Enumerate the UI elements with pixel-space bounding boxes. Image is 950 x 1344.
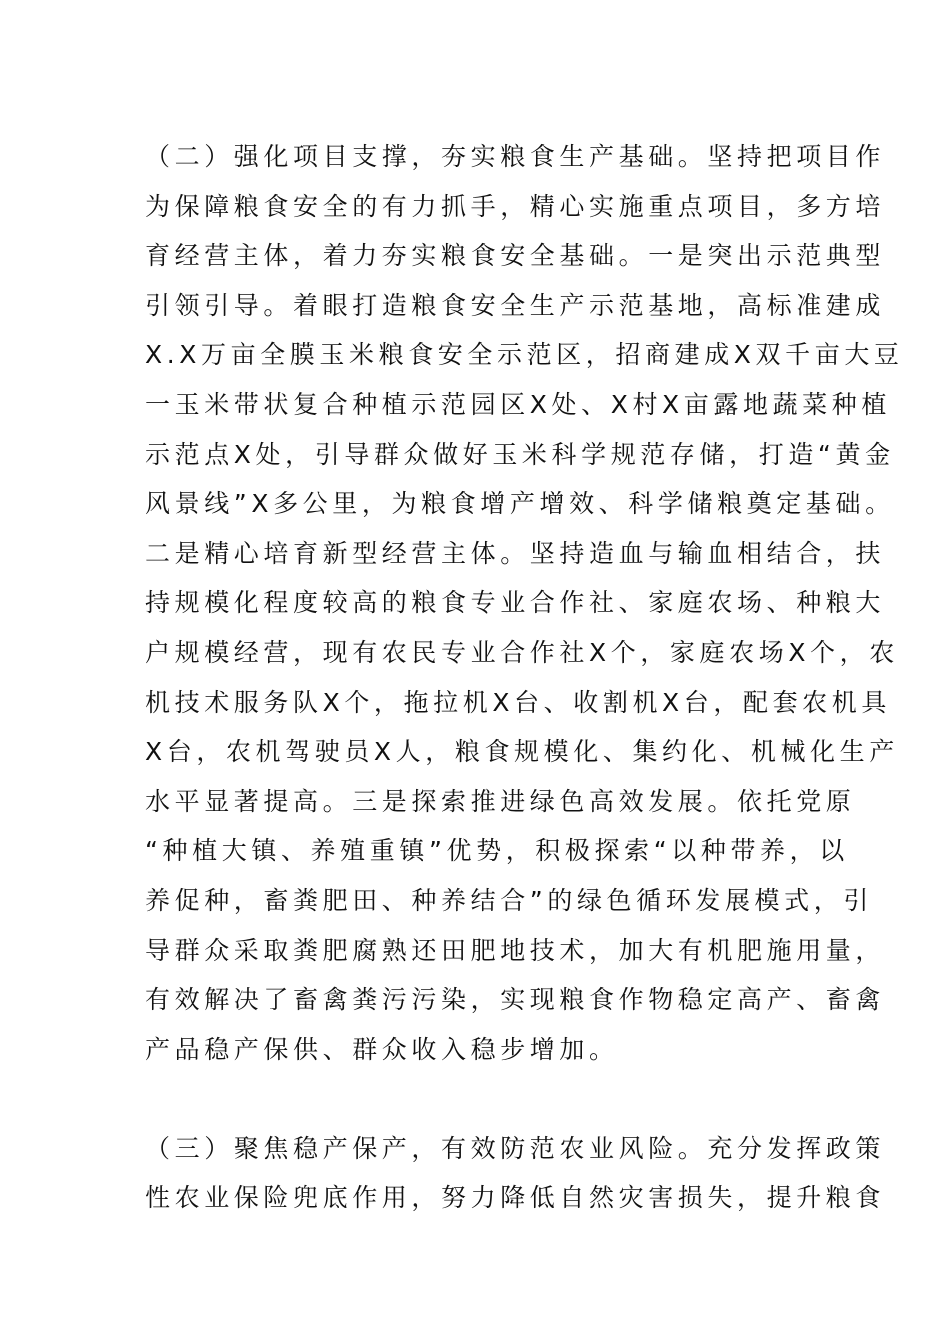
text-line: “种植大镇、养殖重镇”优势，积极探索“以种带养，以 — [145, 836, 849, 866]
text-line: 产品稳产保供、群众收入稳步增加。 — [145, 1034, 619, 1064]
text-line: X.X万亩全膜玉米粮食安全示范区，招商建成X双千亩大豆 — [145, 340, 904, 370]
text-line: 导群众采取粪肥腐熟还田肥地技术，加大有机肥施用量， — [145, 935, 886, 965]
text-line: 育经营主体，着力夯实粮食安全基础。一是突出示范典型 — [145, 241, 886, 271]
text-line: 有效解决了畜禽粪污污染，实现粮食作物稳定高产、畜禽 — [145, 985, 886, 1015]
text-line: 机技术服务队X个，拖拉机X台、收割机X台，配套农机具 — [145, 687, 891, 717]
text-line: 水平显著提高。三是探索推进绿色高效发展。依托党原 — [145, 786, 856, 816]
text-line: 引领引导。着眼打造粮食安全生产示范基地，高标准建成 — [145, 290, 886, 320]
text-line: 示范点X处，引导群众做好玉米科学规范存储，打造“黄金 — [145, 439, 895, 469]
text-line: （三）聚焦稳产保产，有效防范农业风险。充分发挥政策 — [145, 1133, 886, 1163]
text-line: 持规模化程度较高的粮食专业合作社、家庭农场、种粮大 — [145, 588, 886, 618]
text-line: 养促种，畜粪肥田、种养结合”的绿色循环发展模式，引 — [145, 885, 873, 915]
text-line: 二是精心培育新型经营主体。坚持造血与输血相结合，扶 — [145, 538, 886, 568]
text-line: 为保障粮食安全的有力抓手，精心实施重点项目，多方培 — [145, 191, 886, 221]
section-3-paragraph — [145, 1124, 886, 1223]
text-line: （二）强化项目支撑，夯实粮食生产基础。坚持把项目作 — [145, 142, 886, 171]
text-line: 一玉米带状复合种植示范园区X处、X村X亩露地蔬菜种植 — [145, 389, 891, 419]
document-page — [145, 132, 904, 1223]
text-line: X台，农机驾驶员X人，粮食规模化、集约化、机械化生产 — [145, 737, 899, 767]
text-line: 户规模经营，现有农民专业合作社X个，家庭农场X个，农 — [145, 637, 899, 667]
paragraph-gap — [145, 1074, 810, 1124]
text-line: 风景线”X多公里，为粮食增产增效、科学储粮奠定基础。 — [145, 489, 895, 519]
section-2-paragraph — [145, 132, 904, 1074]
text-line: 性农业保险兜底作用，努力降低自然灾害损失，提升粮食 — [145, 1183, 886, 1213]
